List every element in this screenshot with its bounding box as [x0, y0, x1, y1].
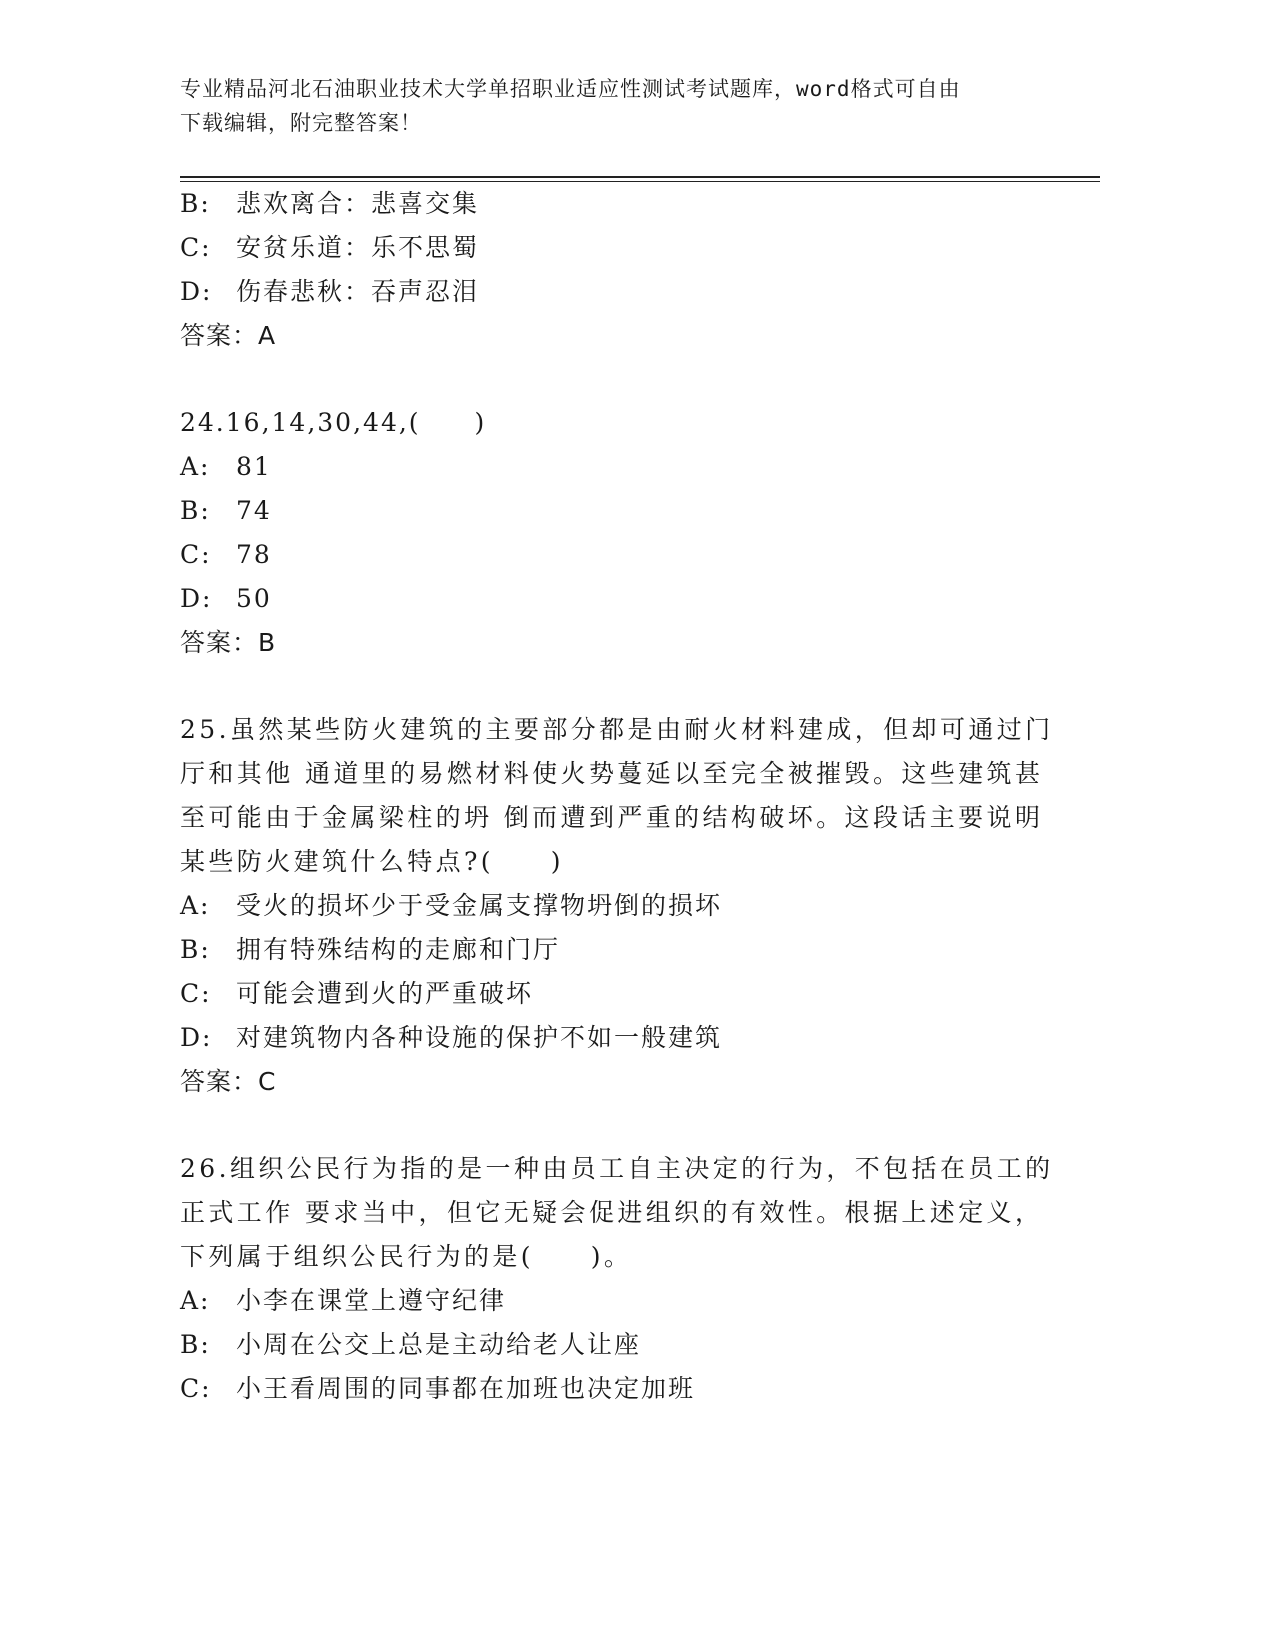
- option-c: [180, 533, 1060, 577]
- option-text: 74: [236, 496, 272, 525]
- page-header: [180, 72, 1060, 140]
- option-key: D:: [180, 1023, 213, 1052]
- option-key: C:: [180, 540, 212, 569]
- option-text: 小李在课堂上遵守纪律: [236, 1286, 507, 1315]
- option-key: C:: [180, 979, 212, 1008]
- question-26: [180, 1147, 1060, 1411]
- spacer: [180, 358, 1060, 401]
- answer-label: 答案：C: [180, 1067, 277, 1096]
- question-stem-line: 至可能由于金属梁柱的坍 倒而遭到严重的结构破坏。这段话主要说明: [180, 803, 1044, 832]
- option-a: [180, 884, 1060, 928]
- option-key: C:: [180, 233, 212, 262]
- option-d: [180, 270, 1060, 314]
- option-b: [180, 489, 1060, 533]
- question-stem-line: 26.组织公民行为指的是一种由员工自主决定的行为，不包括在员工的: [180, 1154, 1054, 1183]
- option-text: 安贫乐道：乐不思蜀: [236, 233, 480, 262]
- document-body: [180, 182, 1060, 1411]
- option-key: D:: [180, 584, 213, 613]
- option-b: [180, 1323, 1060, 1367]
- option-text: 拥有特殊结构的走廊和门厅: [236, 935, 561, 964]
- option-a: [180, 1279, 1060, 1323]
- option-text: 伤春悲秋：吞声忍泪: [236, 277, 480, 306]
- question-stem: 24.16,14,30,44,( ): [180, 408, 487, 437]
- header-line-1: 专业精品河北石油职业技术大学单招职业适应性测试考试题库，word格式可自由: [180, 77, 961, 101]
- option-b: [180, 928, 1060, 972]
- option-key: C:: [180, 1374, 212, 1403]
- option-d: [180, 1016, 1060, 1060]
- option-text: 可能会遭到火的严重破坏: [236, 979, 534, 1008]
- option-d: [180, 577, 1060, 621]
- option-b: [180, 182, 1060, 226]
- header-divider: [180, 176, 1100, 178]
- option-c: [180, 1367, 1060, 1411]
- option-c: [180, 972, 1060, 1016]
- answer-label: 答案：A: [180, 321, 277, 350]
- question-23-tail: [180, 182, 1060, 358]
- option-key: D:: [180, 277, 213, 306]
- option-key: A:: [180, 452, 211, 481]
- option-c: [180, 226, 1060, 270]
- question-stem-line: 正式工作 要求当中，但它无疑会促进组织的有效性。根据上述定义，: [180, 1198, 1044, 1227]
- spacer: [180, 665, 1060, 708]
- option-text: 受火的损坏少于受金属支撑物坍倒的损坏: [236, 891, 723, 920]
- question-24: [180, 401, 1060, 665]
- question-stem-line: 厅和其他 通道里的易燃材料使火势蔓延以至完全被摧毁。这些建筑甚: [180, 759, 1044, 788]
- option-key: B:: [180, 496, 211, 525]
- option-text: 对建筑物内各种设施的保护不如一般建筑: [236, 1023, 723, 1052]
- option-text: 悲欢离合：悲喜交集: [236, 189, 480, 218]
- option-a: [180, 445, 1060, 489]
- question-stem-line: 某些防火建筑什么特点?( ): [180, 847, 564, 876]
- question-stem-line: 下列属于组织公民行为的是( )。: [180, 1242, 633, 1271]
- option-text: 81: [236, 452, 272, 481]
- option-key: A:: [180, 1286, 211, 1315]
- option-text: 50: [236, 584, 272, 613]
- header-line-2: 下载编辑，附完整答案！: [180, 111, 422, 135]
- option-text: 小王看周围的同事都在加班也决定加班: [236, 1374, 696, 1403]
- question-stem-line: 25.虽然某些防火建筑的主要部分都是由耐火材料建成，但却可通过门: [180, 715, 1054, 744]
- option-key: B:: [180, 189, 211, 218]
- question-25: [180, 708, 1060, 1104]
- option-key: B:: [180, 935, 211, 964]
- option-text: 小周在公交上总是主动给老人让座: [236, 1330, 642, 1359]
- answer-label: 答案：B: [180, 628, 277, 657]
- spacer: [180, 1104, 1060, 1147]
- option-key: A:: [180, 891, 211, 920]
- option-key: B:: [180, 1330, 211, 1359]
- option-text: 78: [236, 540, 272, 569]
